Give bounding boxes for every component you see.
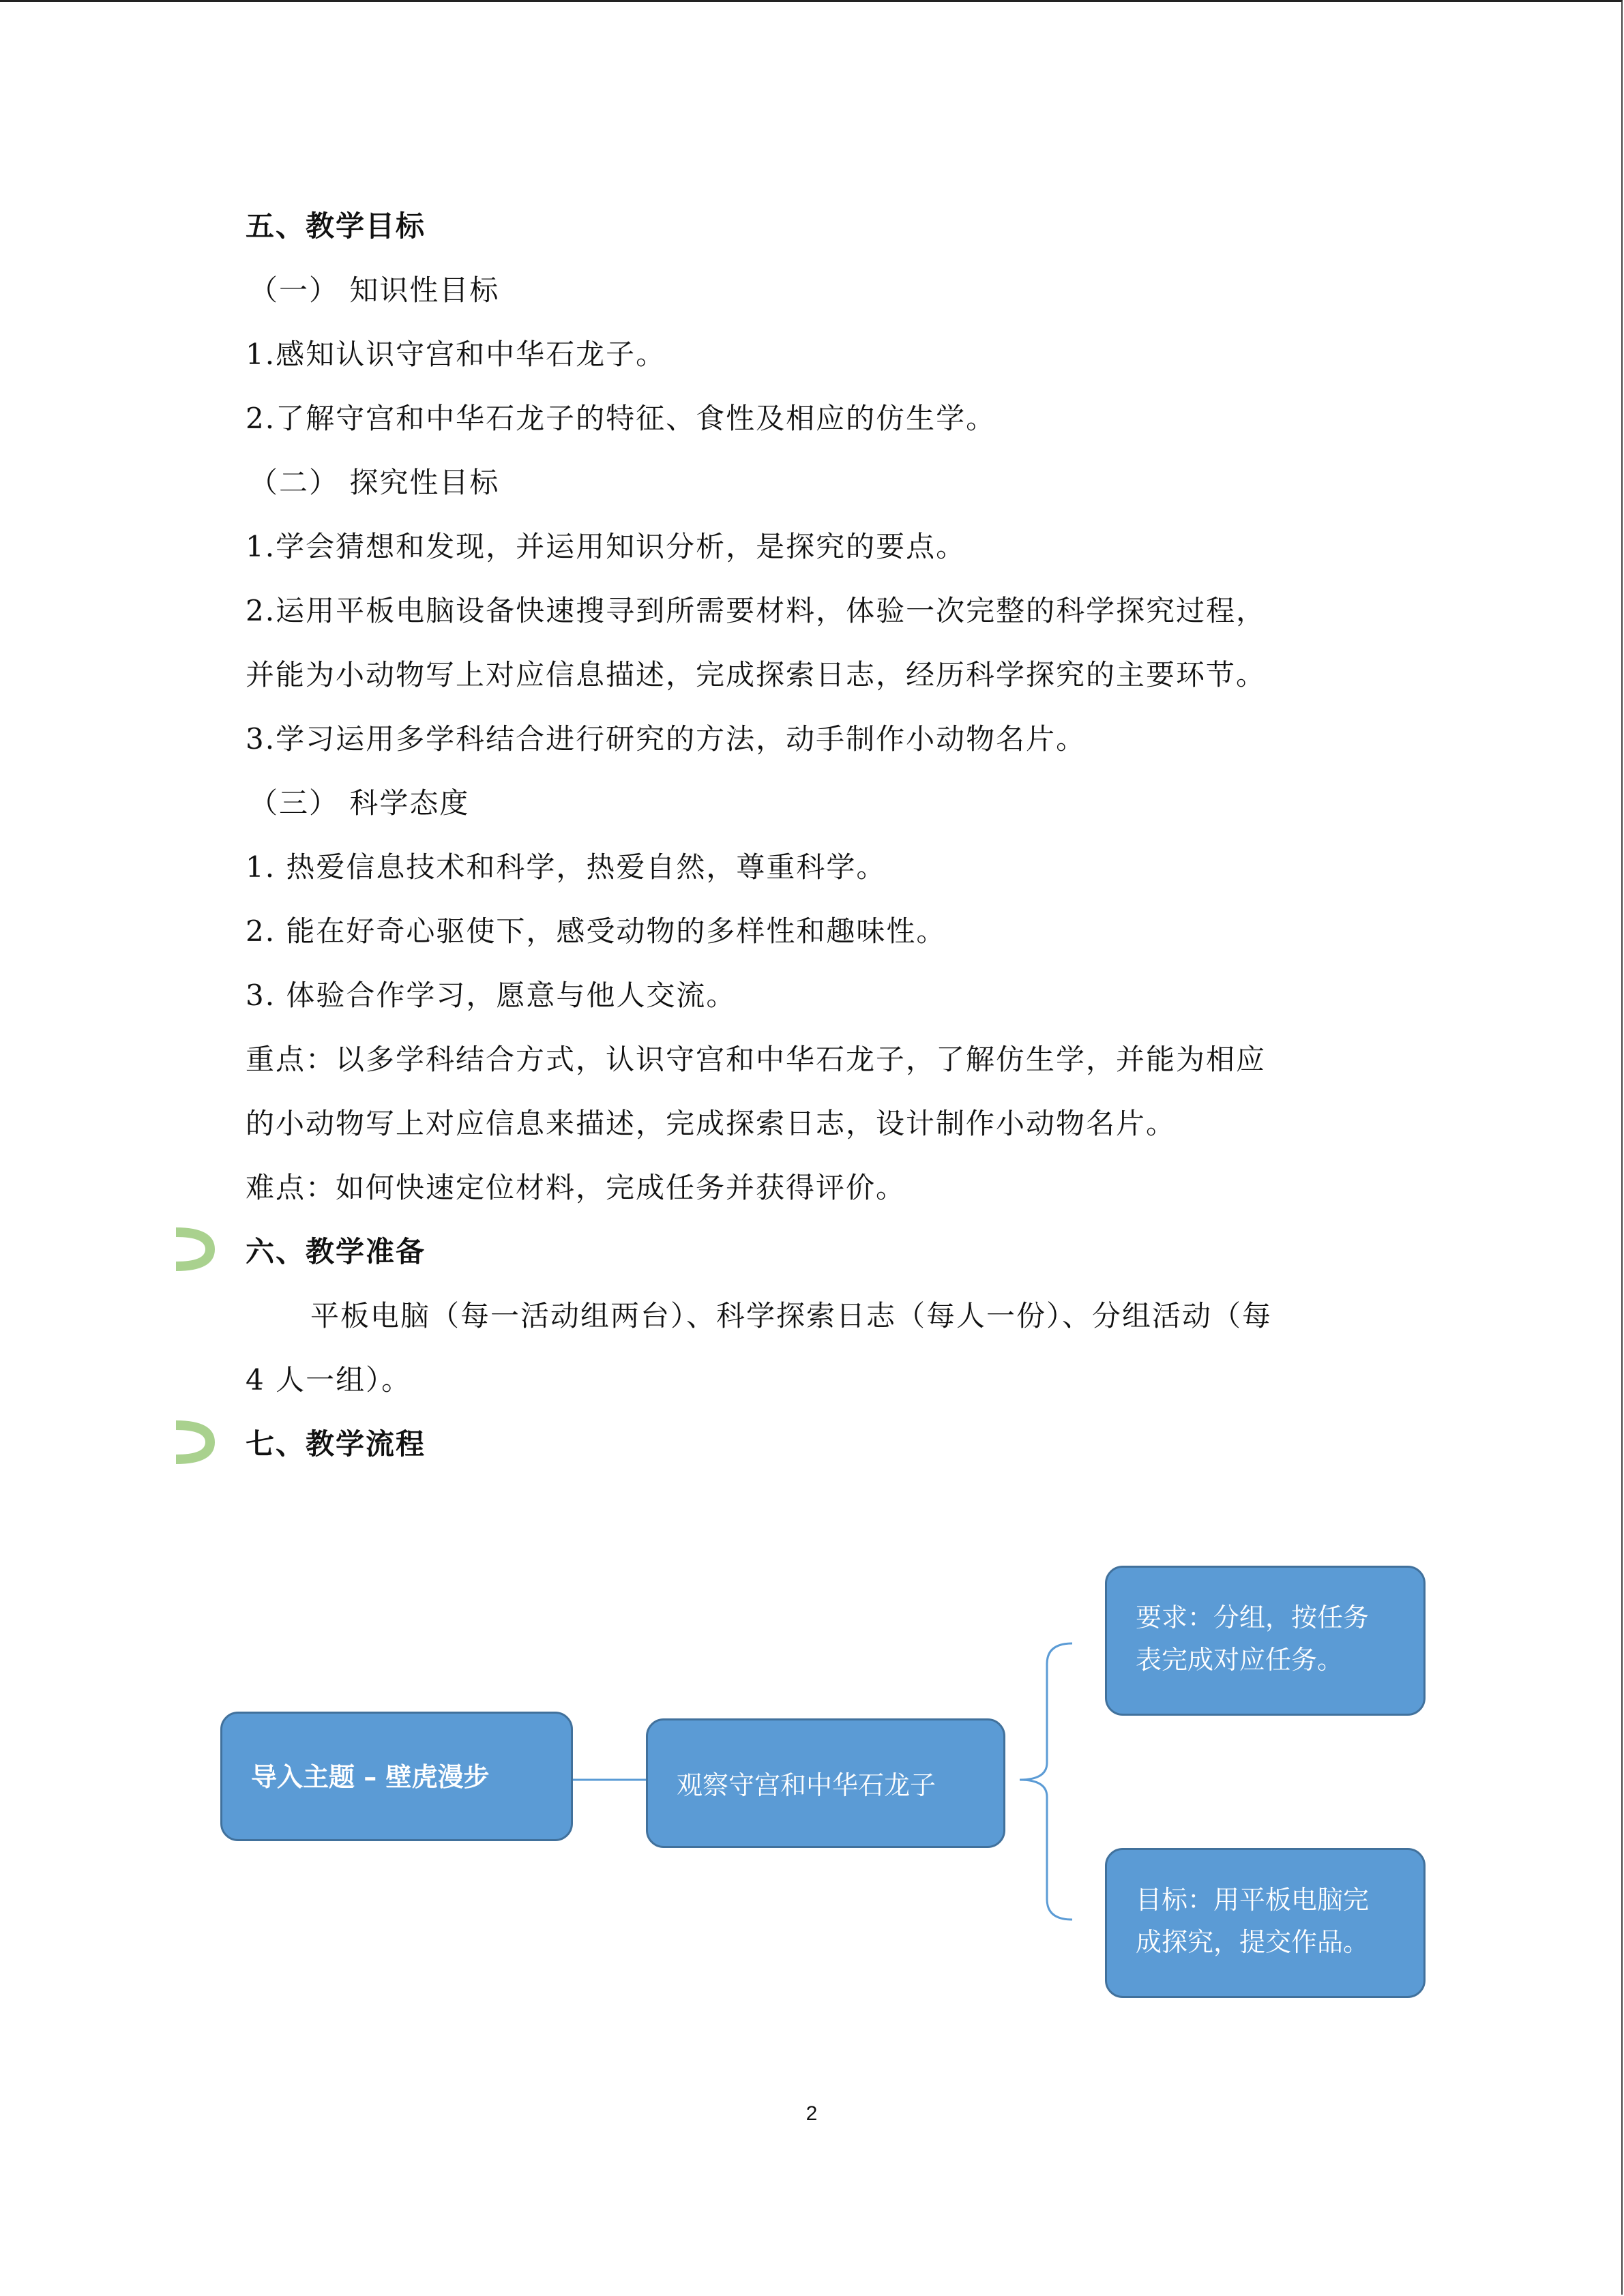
- flow-goal-line-1: 目标：用平板电脑完: [1136, 1885, 1370, 1915]
- difficulty-text: 难点：如何快速定位材料，完成任务并获得评价。: [246, 1171, 906, 1204]
- inquiry-goal-title: （二） 探究性目标: [249, 466, 500, 499]
- inquiry-item-1: 1.学会猜想和发现，并运用知识分析，是探究的要点。: [246, 530, 966, 563]
- flow-goal-box: [1105, 1848, 1426, 1998]
- flow-requirement-line-1: 要求：分组，按任务: [1136, 1602, 1370, 1632]
- inquiry-item-2: 2.运用平板电脑设备快速搜寻到所需要材料，体验一次完整的科学探究过程，: [246, 594, 1267, 627]
- flow-observe-box: [646, 1718, 1005, 1848]
- flow-requirement-box: [1105, 1566, 1426, 1716]
- preparation-line-2: 4 人一组）。: [246, 1363, 412, 1397]
- flow-requirement-line-2: 表完成对应任务。: [1136, 1645, 1344, 1675]
- attitude-item-1: 1. 热爱信息技术和科学，热爱自然，尊重科学。: [246, 850, 887, 884]
- page-number: 2: [806, 2102, 818, 2125]
- knowledge-goal-title: （一） 知识性目标: [249, 273, 500, 307]
- inquiry-item-3: 3.学习运用多学科结合进行研究的方法，动手制作小动物名片。: [246, 722, 1087, 756]
- section5-title: 五、教学目标: [246, 209, 426, 243]
- attitude-title: （三） 科学态度: [249, 786, 470, 820]
- flow-main-topic-label: 导入主题 – 壁虎漫步: [251, 1762, 490, 1792]
- knowledge-item-1: 1.感知认识守宫和中华石龙子。: [246, 338, 666, 371]
- attitude-item-3: 3. 体验合作学习，愿意与他人交流。: [246, 979, 737, 1012]
- flow-main-topic-box: [220, 1712, 573, 1841]
- attitude-item-2: 2. 能在好奇心驱使下，感受动物的多样性和趣味性。: [246, 914, 947, 948]
- section7-title: 七、教学流程: [246, 1427, 426, 1461]
- knowledge-item-2: 2.了解守宫和中华石龙子的特征、食性及相应的仿生学。: [246, 402, 996, 435]
- key-points-line-2: 的小动物写上对应信息来描述，完成探索日志，设计制作小动物名片。: [246, 1107, 1177, 1140]
- inquiry-item-2-continued: 并能为小动物写上对应信息描述，完成探索日志，经历科学探究的主要环节。: [246, 658, 1267, 691]
- key-points-line-1: 重点：以多学科结合方式，认识守宫和中华石龙子，了解仿生学，并能为相应: [246, 1043, 1267, 1076]
- flow-goal-line-2: 成探究，提交作品。: [1136, 1927, 1370, 1957]
- preparation-line-1: 平板电脑（每一活动组两台）、科学探索日志（每人一份）、分组活动（每: [310, 1299, 1273, 1332]
- flow-observe-label: 观察守宫和中华石龙子: [677, 1770, 936, 1800]
- section6-title: 六、教学准备: [246, 1235, 426, 1268]
